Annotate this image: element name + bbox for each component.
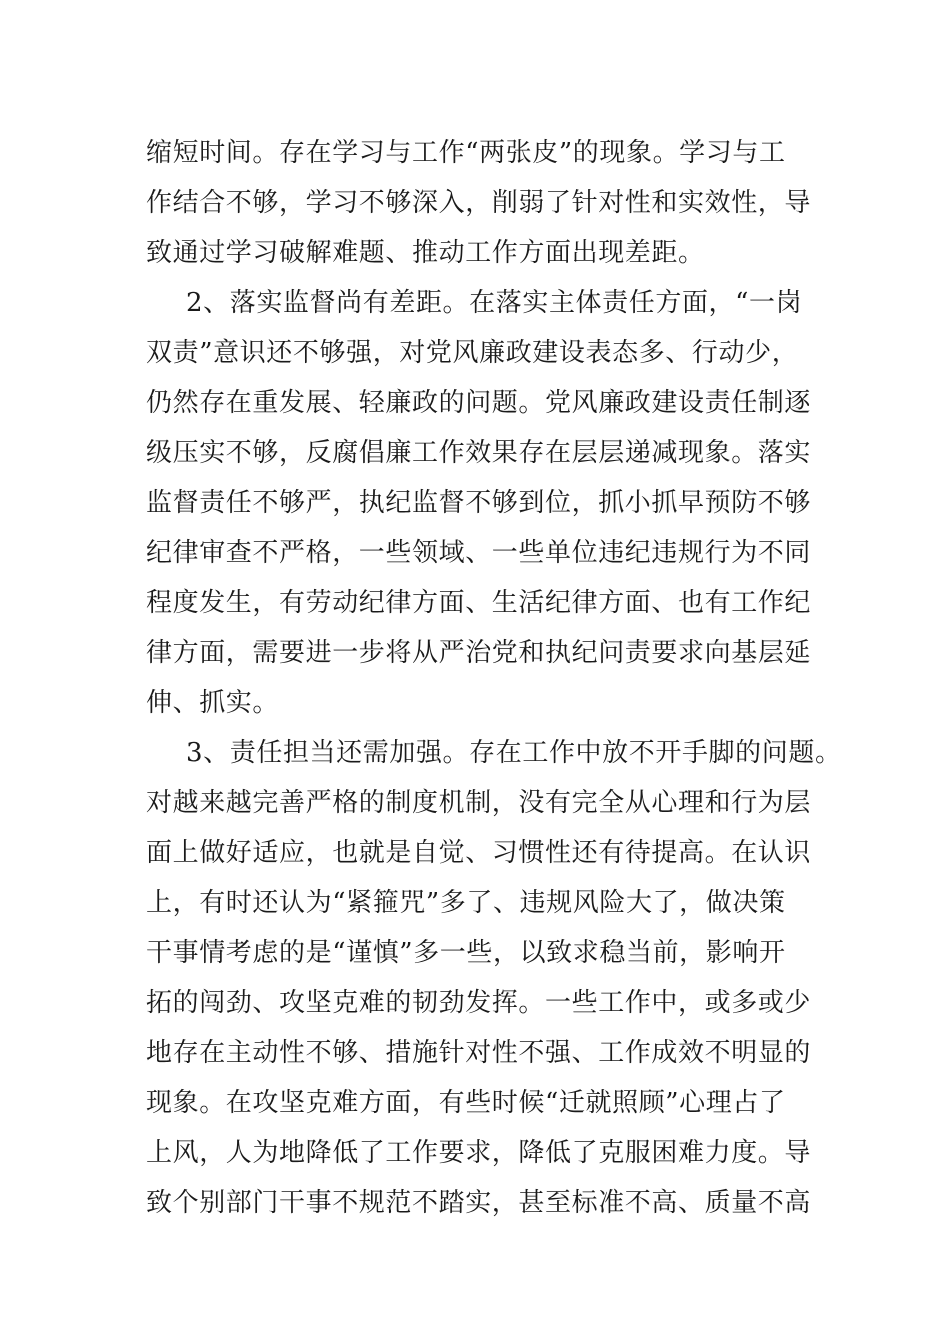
text-line: 纪律审查不严格，一些领域、一些单位违纪违规行为不同	[146, 538, 812, 568]
text-line: 对越来越完善严格的制度机制，没有完全从心理和行为层	[146, 788, 812, 818]
text-line: 缩短时间。存在学习与工作“两张皮”的现象。学习与工	[146, 138, 786, 168]
text-line: 律方面，需要进一步将从严治党和执纪问责要求向基层延	[146, 638, 812, 668]
text-line: 面上做好适应，也就是自觉、习惯性还有待提高。在认识	[146, 838, 812, 868]
text-line: 拓的闯劲、攻坚克难的韧劲发挥。一些工作中，或多或少	[146, 988, 812, 1018]
text-line: 仍然存在重发展、轻廉政的问题。党风廉政建设责任制逐	[146, 388, 812, 418]
text-line: 作结合不够，学习不够深入，削弱了针对性和实效性，导	[146, 188, 812, 218]
text-line: 致通过学习破解难题、推动工作方面出现差距。	[146, 238, 705, 268]
text-line: 双责”意识还不够强，对党风廉政建设表态多、行动少，	[146, 338, 799, 368]
text-line: 伸、抓实。	[146, 688, 280, 718]
text-line: 现象。在攻坚克难方面，有些时候“迁就照顾”心理占了	[146, 1088, 786, 1118]
text-line: 致个别部门干事不规范不踏实，甚至标准不高、质量不高	[146, 1188, 812, 1218]
text-line: 程度发生，有劳动纪律方面、生活纪律方面、也有工作纪	[146, 588, 812, 618]
text-line: 地存在主动性不够、措施针对性不强、工作成效不明显的	[146, 1038, 812, 1068]
section-3-heading-line: 3、责任担当还需加强。存在工作中放不开手脚的问题。	[186, 738, 842, 768]
section-2-heading-line: 2、落实监督尚有差距。在落实主体责任方面，“一岗	[186, 288, 803, 318]
text-line: 级压实不够，反腐倡廉工作效果存在层层递减现象。落实	[146, 438, 812, 468]
text-line: 上，有时还认为“紧箍咒”多了、违规风险大了，做决策	[146, 888, 786, 918]
text-line: 干事情考虑的是“谨慎”多一些，以致求稳当前，影响开	[146, 938, 786, 968]
body-text	[146, 128, 846, 1228]
text-line: 监督责任不够严，执纪监督不够到位，抓小抓早预防不够	[146, 488, 812, 518]
text-line: 上风，人为地降低了工作要求，降低了克服困难力度。导	[146, 1138, 812, 1168]
